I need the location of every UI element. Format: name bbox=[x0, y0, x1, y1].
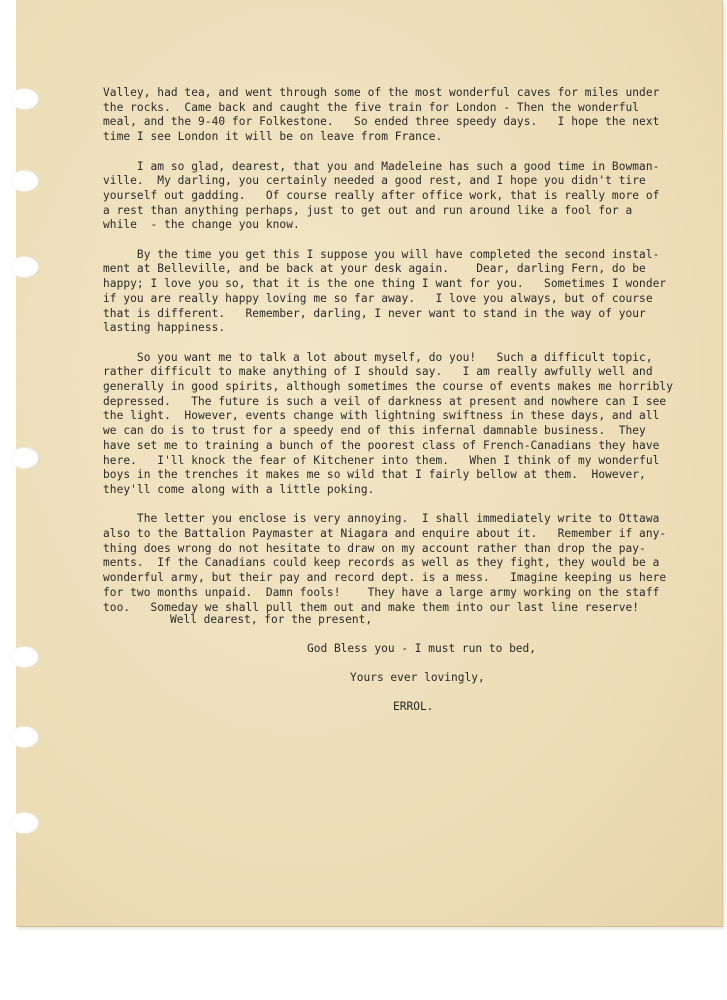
letter-paragraph bbox=[103, 160, 703, 234]
binder-hole-3 bbox=[10, 256, 40, 278]
letter-paragraph bbox=[103, 86, 703, 145]
text-line: meal, and the 9-40 for Folkestone. So ended three speedy days. I hope the next bbox=[103, 115, 660, 129]
text-line: the light. However, events change with lightning swiftness in these days, and all bbox=[103, 409, 660, 423]
text-line: a rest than anything perhaps, just to get out and run around like a fool for a bbox=[103, 203, 633, 217]
text-line: wonderful army, but their pay and record dept. is a mess. Imagine keeping us here bbox=[103, 571, 667, 585]
binder-hole-2 bbox=[10, 170, 40, 192]
text-line: for two months unpaid. Damn fools! They have a large army working on the staff bbox=[103, 585, 660, 599]
text-line: here. I'll knock the fear of Kitchener into them. When I think of my wonderful bbox=[103, 453, 660, 467]
text-line: time I see London it will be on leave from France. bbox=[103, 130, 443, 144]
text-line: thing does wrong do not hesitate to draw on my account rather than drop the pay- bbox=[103, 541, 646, 555]
binder-hole-1 bbox=[10, 88, 40, 110]
text-line: ment at Belleville, and be back at your desk again. Dear, darling Fern, do be bbox=[103, 262, 646, 276]
text-line: happy; I love you so, that it is the one thing I want for you. Sometimes I wonder bbox=[103, 277, 667, 291]
text-line: we can do is to trust for a speedy end of this infernal damnable business. They bbox=[103, 424, 646, 438]
text-line: boys in the trenches it makes me so wild that I fairly bellow at them. However, bbox=[103, 468, 646, 482]
letter-body bbox=[103, 86, 703, 630]
text-line: So you want me to talk a lot about myself, do you! Such a difficult topic, bbox=[103, 350, 653, 364]
binder-hole-7 bbox=[10, 812, 40, 834]
text-line: ville. My darling, you certainly needed a good rest, and I hope you didn't tire bbox=[103, 174, 646, 188]
binder-hole-5 bbox=[10, 646, 40, 668]
text-line: I am so glad, dearest, that you and Madeleine has such a good time in Bowman- bbox=[103, 159, 660, 173]
binder-hole-6 bbox=[10, 726, 40, 748]
text-line: that is different. Remember, darling, I never want to stand in the way of your bbox=[103, 306, 646, 320]
text-line: if you are really happy loving me so far away. I love you always, but of course bbox=[103, 291, 653, 305]
text-line: By the time you get this I suppose you will have completed the second instal- bbox=[103, 247, 660, 261]
text-line: the rocks. Came back and caught the five train for London - Then the wonderful bbox=[103, 100, 640, 114]
text-line: depressed. The future is such a veil of darkness at present and nowhere can I see bbox=[103, 394, 667, 408]
text-line: too. Someday we shall pull them out and make them into our last line reserve! bbox=[103, 600, 640, 614]
letter-paragraph bbox=[103, 512, 703, 615]
signature: ERROL. bbox=[393, 700, 434, 713]
letter-paragraph bbox=[103, 351, 703, 498]
text-line: The letter you enclose is very annoying. I shall immediately write to Ottawa bbox=[103, 512, 660, 526]
closing-line-1: Well dearest, for the present, bbox=[170, 613, 373, 626]
letter-paragraph bbox=[103, 248, 703, 336]
text-line: Valley, had tea, and went through some of the most wonderful caves for miles under bbox=[103, 86, 660, 99]
text-line: generally in good spirits, although sometimes the course of events makes me horribly bbox=[103, 380, 673, 394]
binder-hole-4 bbox=[10, 447, 40, 469]
text-line: lasting happiness. bbox=[103, 321, 226, 335]
text-line: yourself out gadding. Of course really after office work, that is really more of bbox=[103, 188, 660, 202]
text-line: they'll come along with a little poking. bbox=[103, 482, 375, 496]
text-line: ments. If the Canadians could keep records as well as they fight, they would be a bbox=[103, 556, 660, 570]
text-line: have set me to training a bunch of the poorest class of French-Canadians they have bbox=[103, 438, 660, 452]
text-line: also to the Battalion Paymaster at Niagara and enquire about it. Remember if any- bbox=[103, 527, 667, 541]
text-line: rather difficult to make anything of I should say. I am really awfully well and bbox=[103, 365, 653, 379]
closing-line-2: God Bless you - I must run to bed, bbox=[307, 642, 537, 655]
closing-line-3: Yours ever lovingly, bbox=[350, 671, 485, 684]
text-line: while - the change you know. bbox=[103, 218, 300, 232]
